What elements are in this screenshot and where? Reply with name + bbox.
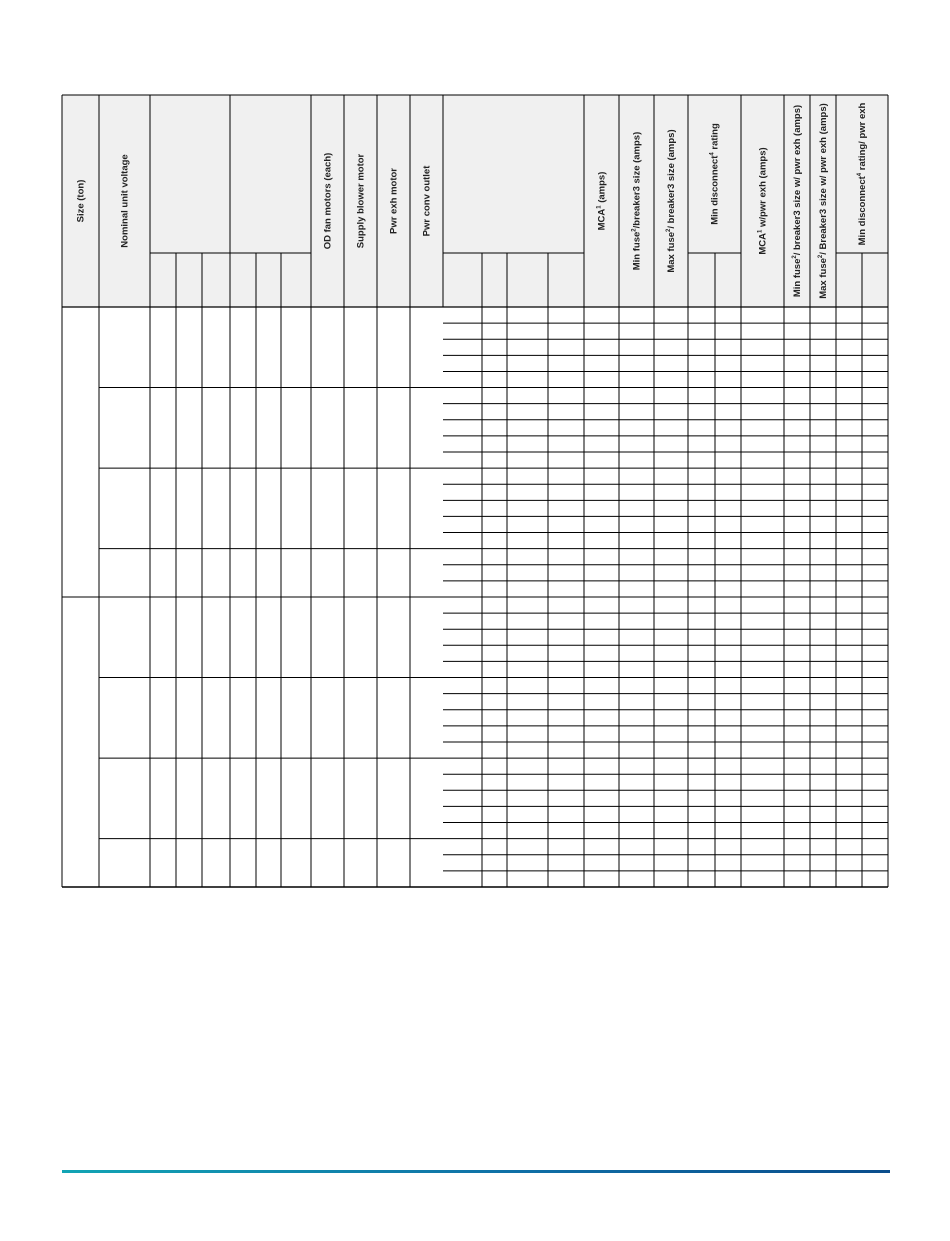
header-pwr_exh [388, 168, 399, 234]
header-voltage [119, 154, 130, 247]
header-min_fuse_exh-label: Min fuse [791, 258, 803, 298]
header-pwr_conv [421, 165, 432, 237]
header-mca_exh-label: MCA [757, 233, 769, 255]
header-max_fuse_exh-label: Max fuse [817, 258, 829, 299]
header-max_fuse_exh [818, 103, 829, 299]
header-mca-rest: (amps) [596, 171, 608, 206]
header-mca-footnote: 1 [596, 205, 603, 209]
header-mca_exh [757, 147, 768, 254]
header-od_fan [322, 153, 333, 250]
header-min_fuse-rest: /breaker3 size (amps) [631, 131, 643, 229]
header-min_fuse-label: Min fuse [631, 231, 643, 271]
header-min_fuse [631, 132, 642, 271]
header-max_fuse-label: Max fuse [665, 231, 677, 273]
header-mca_exh-footnote: 1 [757, 229, 764, 234]
header-supply_blower [355, 153, 366, 248]
header-size [75, 180, 86, 223]
header-max_fuse [666, 129, 677, 272]
header-min_disc-footnote: 4 [709, 152, 716, 156]
header-mca-label: MCA [596, 208, 608, 231]
header-min_fuse_exh [792, 105, 803, 297]
header-pwr_conv-label: Pwr conv outlet [421, 165, 433, 237]
header-min_fuse-footnote: 2 [631, 228, 638, 232]
header-mca_exh-rest: w/pwr exh (amps) [757, 147, 769, 230]
header-supply_blower-label: Supply blower motor [355, 153, 367, 249]
header-min_fuse_exh-footnote: 2 [791, 255, 798, 259]
header-min_disc [709, 123, 720, 225]
header-pwr_exh-label: Pwr exh motor [388, 168, 400, 234]
header-max_fuse-rest: / breaker3 size (amps) [665, 129, 677, 229]
header-max_fuse-footnote: 2 [665, 228, 672, 232]
header-min_disc_exh-footnote: 4 [856, 172, 863, 177]
header-size-label: Size (ton) [75, 179, 87, 223]
header-mca [596, 172, 607, 231]
header-max_fuse_exh-rest: / Breaker3 size w/ pwr exh (amps) [817, 103, 829, 255]
header-min_disc_exh-label: Min disconnect [856, 176, 868, 246]
header-min_disc-label: Min disconnect [709, 155, 721, 225]
header-max_fuse_exh-footnote: 2 [817, 254, 824, 259]
header-voltage-label: Nominal unit voltage [119, 154, 131, 248]
header-od_fan-label: OD fan motors (each) [322, 152, 334, 250]
header-min_fuse_exh-rest: / breaker3 size w/ pwr exh (amps) [791, 104, 803, 256]
header-min_disc_exh-rest: rating/ pwr exh [856, 102, 868, 173]
footer-rule [62, 1170, 890, 1173]
header-min_disc-rest: rating [709, 123, 721, 153]
